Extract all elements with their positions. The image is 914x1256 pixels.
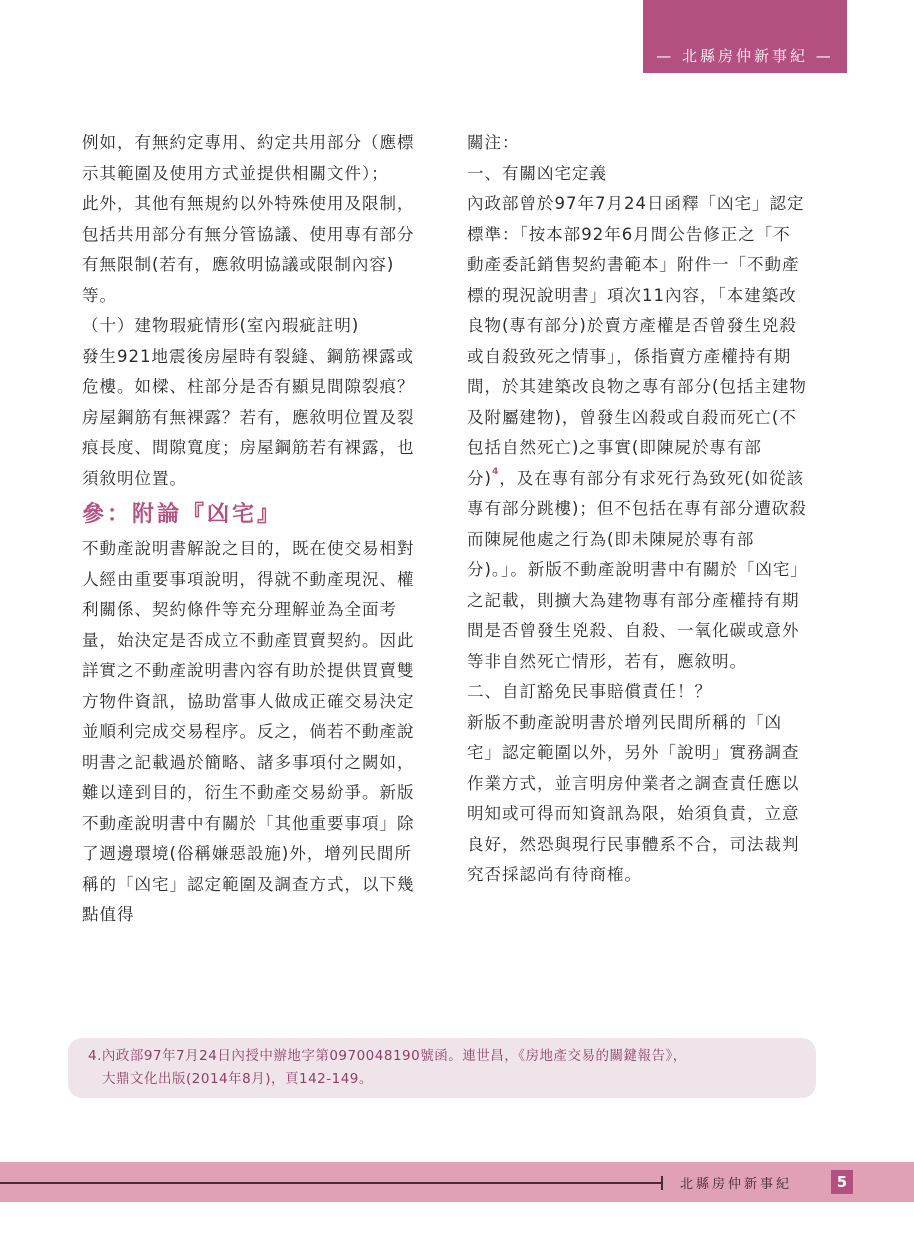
right-paragraph-3-text-b: ，及在專有部分有求死行為致死(如從該專有部分跳樓)；但不包括在專有部分遭砍殺而陳屍他處之行為(即未陳屍於專有部分)。」。新版不動產說明書中有關於「凶宅」之記載，則擴大為建物專有部分產權持有期間是否曾發生兇殺、自殺、一氧化碳或意外等非自然死亡情形，若有，應敘明。 [467, 468, 807, 671]
page-number: 5 [831, 1170, 853, 1194]
left-column [82, 128, 422, 931]
right-paragraph-2: 一、有關凶宅定義 [467, 163, 607, 183]
right-column [467, 128, 807, 891]
right-paragraph-1: 關注： [467, 133, 520, 152]
right-paragraph-3 [467, 189, 807, 677]
header-tab [643, 0, 847, 73]
left-paragraph-4: 發生921地震後房屋時有裂縫、鋼筋裸露或危樓。如樑、柱部分是否有顯見間隙裂痕？房屋鋼筋有無裸露？若有，應敘明位置及裂痕長度、間隙寬度；房屋鋼筋若有裸露，也須敘明位置。 [82, 346, 415, 488]
left-paragraph-1: 例如，有無約定專用、約定共用部分（應標示其範圍及使用方式並提供相關文件）； [82, 133, 415, 183]
footer-rule [0, 1182, 662, 1184]
right-paragraph-5: 新版不動產說明書於增列民間所稱的「凶宅」認定範圍以外，另外「說明」實務調查作業方式，並言明房仲業者之調查責任應以明知或可得而知資訊為限，始須負責，立意良好，然恐與現行民事體系不合，司法裁判究否採認尚有待商榷。 [467, 712, 800, 884]
footnote-ref[interactable]: 4 [491, 466, 500, 477]
footnote-line-1: 4.內政部97年7月24日內授中辦地字第0970048190號函。連世昌，《房地產交易的關鍵報告》， [88, 1048, 687, 1064]
footnote-line-2: 大鼎文化出版(2014年8月)，頁142-149。 [102, 1071, 373, 1087]
footnote-box [68, 1038, 816, 1098]
section-heading: 參：附論『凶宅』 [82, 502, 283, 527]
footnote-text [88, 1045, 808, 1091]
footer-title: 北縣房仲新事紀 [680, 1177, 793, 1192]
left-paragraph-5: 不動產說明書解說之目的，既在使交易相對人經由重要事項說明，得就不動產現況、權利關係、契約條件等充分理解並為全面考量，始決定是否成立不動產買賣契約。因此詳實之不動產說明書內容有助於提供買賣雙方物件資訊，協助當事人做成正確交易決定並順利完成交易程序。反之，倘若不動產說明書之記載過於簡略、諸多事項付之闕如，難以達到目的，衍生不動產交易紛爭。新版不動產說明書中有關於「其他重要事項」除了週邊環境(俗稱嫌惡設施)外，增列民間所稱的「凶宅」認定範圍及調查方式，以下幾點值得 [82, 539, 415, 924]
header-title: — 北縣房仲新事紀 — [656, 47, 834, 65]
right-paragraph-4: 二、自訂豁免民事賠償責任！？ [467, 682, 712, 701]
left-paragraph-2: 此外，其他有無規約以外特殊使用及限制，包括共用部分有無分管協議、使用專有部分有無限制(若有，應敘明協議或限制內容)等。 [82, 194, 415, 305]
footer-tick [661, 1176, 663, 1190]
right-paragraph-3-text-a: 內政部曾於97年7月24日函釋「凶宅」認定標準：「按本部92年6月間公告修正之「不動產委託銷售契約書範本」附件一「不動產標的現況說明書」項次11內容，「本建築改良物(專有部分)於賣方產權是否曾發生兇殺或自殺致死之情事」，係指賣方產權持有期間，於其建築改良物之專有部分(包括主建物及附屬建物)，曾發生凶殺或自殺而死亡(不包括自然死亡)之事實(即陳屍於專有部分) [467, 194, 807, 488]
footer-band [0, 1162, 914, 1202]
left-paragraph-3: （十）建物瑕疵情形(室內瑕疵註明) [82, 316, 360, 335]
